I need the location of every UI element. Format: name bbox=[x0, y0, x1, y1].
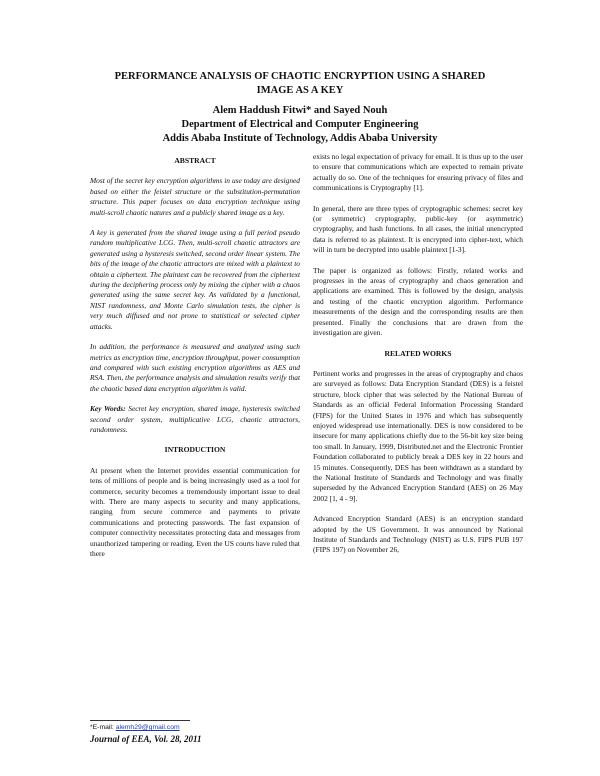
title-line-1: PERFORMANCE ANALYSIS OF CHAOTIC ENCRYPTION USING A SHARED bbox=[114, 71, 486, 82]
introduction-paragraph-4: The paper is organized as follows: Firstly, related works and progresses in the areas of cryptography and chaos generation and applications are examined. This is followed by the design, analysis and testing of the chaotic encryption algorithm. Performance measurements of the design and the corresponding results are then presented. Finally the conclusions that are drawn from the investigation are given. bbox=[313, 265, 523, 338]
keywords bbox=[90, 404, 300, 435]
author-department: Department of Electrical and Computer Engineering bbox=[181, 119, 419, 130]
related-works-heading: RELATED WORKS bbox=[384, 348, 452, 358]
introduction-heading: INTRODUCTION bbox=[164, 445, 226, 455]
abstract-paragraph-1: Most of the secret key encryption algorithms in use today are designed based on either the feistel structure or the substitution-permutation structure. This paper focuses on data encryption technique using multi-scroll chaotic natures and a publicly shared image as a key. bbox=[90, 176, 300, 217]
related-works-paragraph-1: Pertinent works and progresses in the areas of cryptography and chaos are surveyed as follows: Data Encryption Standard (DES) is a feistel structure, block cipher that was selected by the National Bureau of Standards as an official Federal Information Processing Standard (FIPS) for the United States in 1976 and which has subsequently enjoyed widespread use internationally. DES is now considered to be insecure for many applications chiefly due to the 56-bit key size being too small. In January, 1999, Distributed.net and the Electronic Frontier Foundation collaborated to publicly break a DES key in 22 hours and 15 minutes. Consequently, DES has been withdrawn as a standard by the National Institute of Standards and Technology and was finally superseded by the Advanced Encryption Standard (AES) on 26 May 2002 [1, 4 - 9]. bbox=[313, 368, 523, 503]
abstract-paragraph-3: In addition, the performance is measured and analyzed using such metrics as encryption time, encryption throughput, power consumption and compared with such existing encryption algorithms as AES and RSA. Then, the performance analysis and simulation results verify that the chaotic based data encryption algorithm is valid. bbox=[90, 342, 300, 393]
keywords-text: Secret key encryption, shared image, hysteresis switched second order system, multiplicative LCG, chaotic attractors, randomness. bbox=[90, 404, 300, 434]
keywords-label: Key Words: bbox=[90, 404, 126, 414]
author-institute: Addis Ababa Institute of Technology, Addis Ababa University bbox=[162, 133, 438, 144]
introduction-paragraph-1: At present when the Internet provides essential communication for tens of millions of people and is being increasingly used as a tool for commerce, security becomes a tremendously important issue to deal with. There are many aspects to security and many applications, ranging from secure commerce and payments to private communications and protecting passwords. The fast expansion of computer connectivity necessitates protecting data and messages from unauthorized tampering or reading. Even the US courts have ruled that there bbox=[90, 465, 300, 558]
title-line-2: IMAGE AS A KEY bbox=[256, 85, 344, 96]
introduction-paragraph-2: exists no legal expectation of privacy for email. It is thus up to the user to ensure that communications which are expected to remain private actually do so. One of the techniques for ensuring privacy of files and communications is Cryptography [1]. bbox=[313, 152, 523, 193]
introduction-paragraph-3: In general, there are three types of cryptographic schemes: secret key (or symmetric) cryptography, public-key (or asymmetric) cryptography, and hash functions. In all cases, the initial unencrypted data is referred to as plaintext. It is encrypted into cipher-text, which will in turn be decrypted into usable plaintext [1-3]. bbox=[313, 203, 523, 255]
related-works-paragraph-2: Advanced Encryption Standard (AES) is an encryption standard adopted by the US Government. It was announced by National Institute of Standards and Technology (NIST) as U.S. FIPS PUB 197 (FIPS 197) on November 26, bbox=[313, 514, 523, 555]
author-block bbox=[60, 104, 540, 146]
left-column bbox=[90, 156, 300, 569]
paper-title bbox=[60, 70, 540, 98]
email-link[interactable]: alemh29@gmail.com bbox=[115, 724, 180, 731]
author-names: Alem Haddush Fitwi* and Sayed Nouh bbox=[212, 105, 388, 116]
footnote bbox=[90, 723, 180, 732]
journal-citation: Journal of EEA, Vol. 28, 2011 bbox=[90, 734, 202, 744]
right-column bbox=[313, 152, 523, 566]
abstract-heading: ABSTRACT bbox=[174, 156, 216, 165]
abstract-paragraph-2: A key is generated from the shared image using a full period pseudo random multiplicative LCG. Then, multi-scroll chaotic attractors are generated using a hysteresis switched, second order linear system. The bits of the image of the chaotic attractors are mixed with a plaintext to obtain a ciphertext. The plaintext can be recovered from the ciphertext during the deciphering process only by mixing the cipher with a chaos generated using the same secret key. As validated by a functional, NIST randomness, and Monte Carlo simulation tests, the cipher is very much diffused and not prone to statistical or selected cipher attacks. bbox=[90, 228, 300, 331]
footnote-divider bbox=[90, 720, 190, 721]
email-label: *E-mail: bbox=[90, 724, 116, 731]
